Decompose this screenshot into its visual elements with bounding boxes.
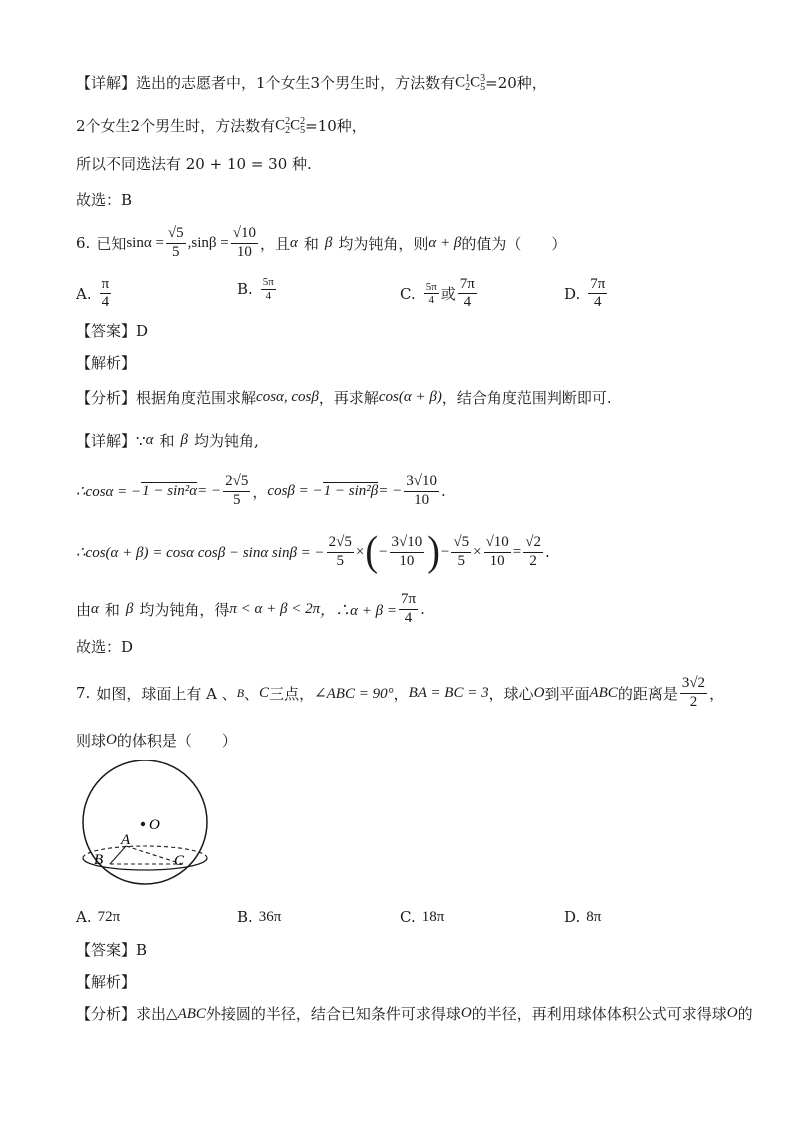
option-c[interactable]: C. 18π: [400, 908, 445, 926]
option-a[interactable]: A. 72π: [76, 908, 121, 926]
fenxi-7: 【分析】 求出 △ABC 外接圆的半径，结合已知条件可求得球 O 的半径，再利用球体体积公式可求得球 O 的: [76, 1005, 753, 1023]
detail-6: 【详解】 ∵ α 和 β 均为钝角,: [76, 431, 259, 450]
detail-line-3: 所以不同选法有 20 + 10 = 30 种.: [76, 155, 312, 173]
detail-tag: 【详解】: [76, 74, 137, 92]
detail-line-2: 2个女生2个男生时，方法数有 C 2 2 C 2 5 =10种，: [76, 115, 367, 136]
detail-line-1: 【详解】 选出的志愿者中，1个女生3个男生时，方法数有 C 1 2 C 3 5 =20种，: [76, 72, 547, 93]
option-b[interactable]: B. 36π: [237, 908, 282, 926]
final-line: 由 α 和 β 均为钝角，得 π < α + β < 2π ，∴α + β = $\frac{7\pi}{4}$ .: [76, 591, 425, 626]
label-c: C: [174, 853, 185, 869]
question-6: 6. 已知 sinα = $\frac{√5}{5}$ ,sinβ = $\frac{√10}{10}$ ，且 α 和 β 均为钝角，则 α + β 的值为（ ）: [76, 225, 567, 260]
analysis-6: 【解析】: [76, 354, 137, 372]
fenxi-6: 【分析】 根据角度范围求解 cosα, cosβ ，再求解 cos(α + β) ，结合角度范围判断即可.: [76, 389, 612, 407]
fraction: $\frac{√10}{10}$: [232, 225, 256, 260]
choose-6: 故选：D: [76, 638, 134, 656]
option-d[interactable]: D. 8π: [564, 908, 602, 926]
question-number: 6.: [76, 234, 91, 252]
center-dot: [141, 822, 145, 826]
question-7-line-2: 则球 O 的体积是（ ）: [76, 732, 237, 750]
question-number: 7.: [76, 684, 91, 702]
label-b: B: [94, 852, 104, 868]
answer-6: 【答案】D: [76, 322, 149, 340]
option-b[interactable]: B. $\frac{5\pi}{4}$: [237, 276, 274, 302]
analysis-7: 【解析】: [76, 973, 137, 991]
question-7: 7. 如图，球面上有 A 、 B 、 C 三点， ∠ABC = 90° ， BA = BC = 3 ，球心 O 到平面 ABC 的距离是 $\frac{3√2}{2}$ ，: [76, 675, 725, 710]
cos-line: ∴cosα = − 1 − sin²α = − $\frac{2√5}{5}$ ， cosβ = − 1 − sin²β = − $\frac{3√10}{10}$ .: [76, 473, 446, 508]
edge-ab: [110, 846, 126, 864]
label-a: A: [121, 832, 131, 848]
option-c[interactable]: C. $\frac{5\pi}{4}$ 或 $\frac{7\pi}{4}$: [400, 276, 475, 311]
answer-7: 【答案】B: [76, 941, 148, 959]
option-a[interactable]: A. $\frac{\pi}{4}$: [76, 276, 110, 311]
fraction: $\frac{√5}{5}$: [167, 225, 184, 260]
sum-line: ∴cos(α + β) = cosα cosβ − sinα sinβ = − $\frac{2√5}{5}$ × ( − $\frac{3√10}{10}$ ) − $\frac{√5}{5}$ × $\frac{√10}{10}$ = $\frac{√2}{2}$ .: [76, 528, 550, 576]
label-o: O: [149, 817, 160, 833]
option-d[interactable]: D. $\frac{7\pi}{4}$: [564, 276, 606, 311]
choose-line-5: 故选：B: [76, 191, 133, 209]
sphere-figure: [70, 760, 220, 886]
